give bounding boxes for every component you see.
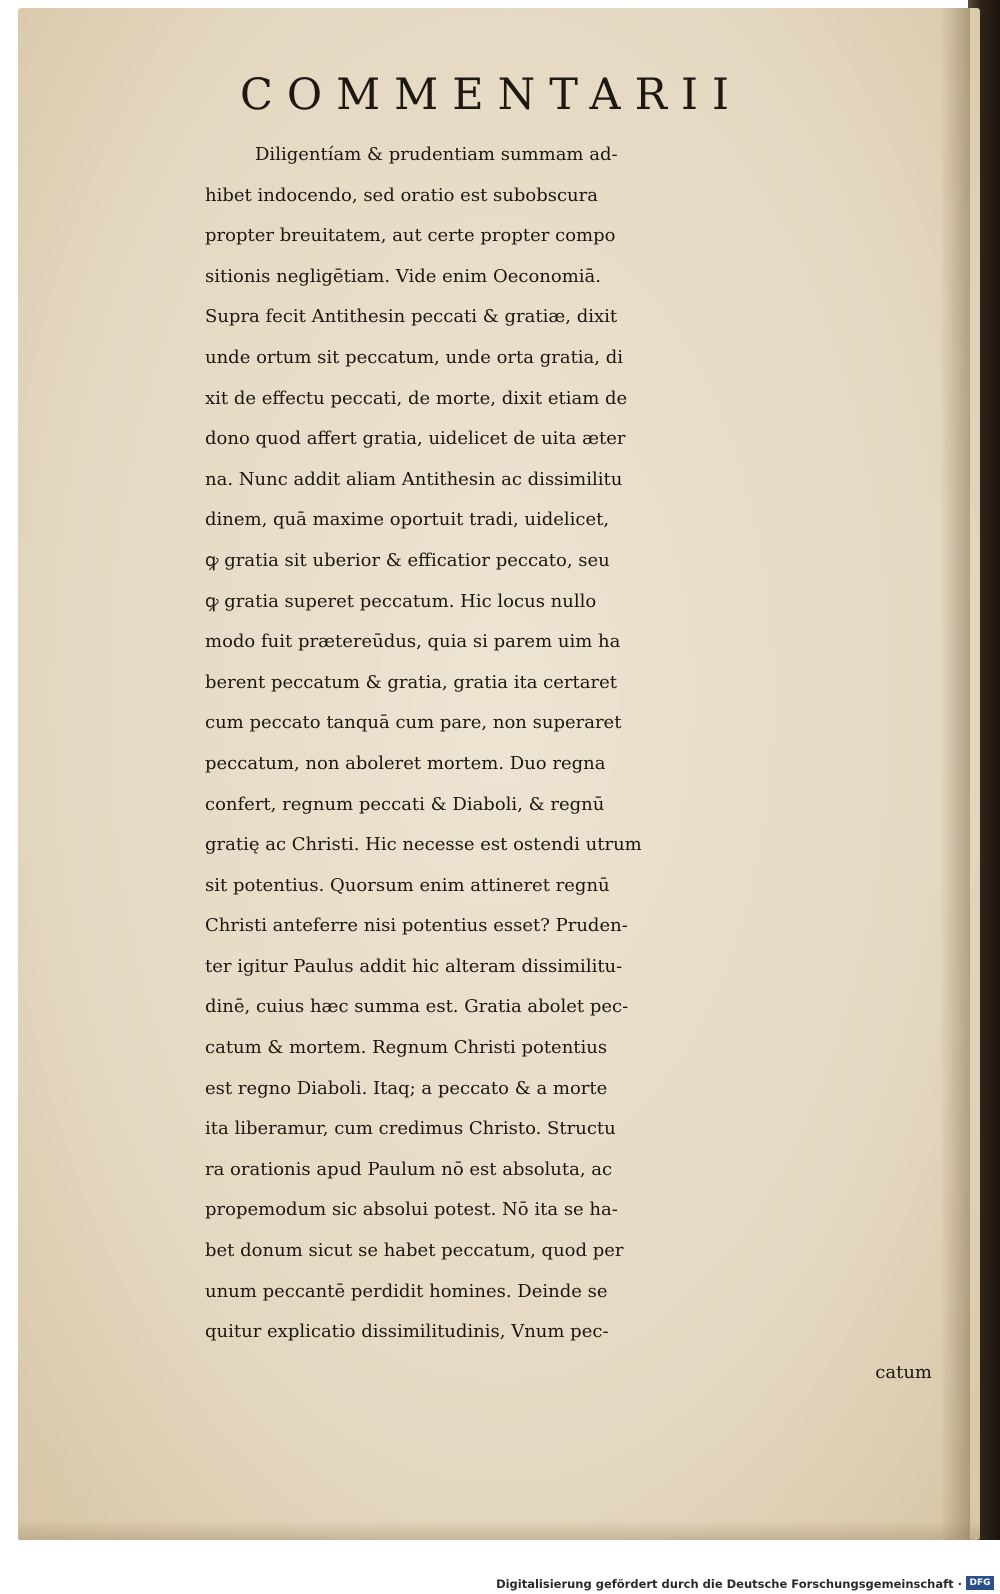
body-text xyxy=(205,135,940,1393)
text-line: unde ortum sit peccatum, unde orta gratia, di xyxy=(205,346,624,368)
text-line: na. Nunc addit aliam Antithesin ac dissimilitu xyxy=(205,468,623,490)
footer-credit: Digitalisierung gefördert durch die Deutsche Forschungsgemeinschaft · xyxy=(496,1577,962,1591)
text-line: est regno Diaboli. Itaq; a peccato & a morte xyxy=(205,1077,608,1099)
text-line: sit potentius. Quorsum enim attineret regnū xyxy=(205,874,610,896)
page-gutter-shadow xyxy=(940,8,970,1540)
text-line: ꝙ gratia sit uberior & efficatior peccato, seu xyxy=(205,549,610,571)
text-line: berent peccatum & gratia, gratia ita certaret xyxy=(205,671,617,693)
text-line: Christi anteferre nisi potentius esset? Pruden- xyxy=(205,915,628,937)
text-line: ra orationis apud Paulum nō est absoluta, ac xyxy=(205,1158,613,1180)
text-line: Diligentíam & prudentiam summam ad- xyxy=(255,144,618,165)
text-line: cum peccato tanquā cum pare, non superaret xyxy=(205,712,622,734)
text-line: ꝙ gratia superet peccatum. Hic locus nullo xyxy=(205,590,597,612)
text-line: sitionis negligētiam. Vide enim Oeconomiā. xyxy=(205,265,601,287)
text-line: hibet indocendo, sed oratio est subobscura xyxy=(205,184,598,206)
text-line: unum peccantē perdidit homines. Deinde se xyxy=(205,1280,608,1302)
text-line: dono quod affert gratia, uidelicet de uita æter xyxy=(205,428,626,450)
text-line: Supra fecit Antithesin peccati & gratiæ, dixit xyxy=(205,306,618,328)
text-line: bet donum sicut se habet peccatum, quod per xyxy=(205,1240,624,1262)
text-line: propter breuitatem, aut certe propter compo xyxy=(205,225,616,247)
text-line: gratię ac Christi. Hic necesse est ostendi utrum xyxy=(205,834,642,856)
text-line: quitur explicatio dissimilitudinis, Vnum pec- xyxy=(205,1321,609,1343)
text-line: xit de effectu peccati, de morte, dixit etiam de xyxy=(205,387,628,409)
running-head: COMMENTARII xyxy=(240,70,743,120)
text-line: ita liberamur, cum credimus Christo. Structu xyxy=(205,1118,616,1140)
text-line: modo fuit prætereūdus, quia si parem uim ha xyxy=(205,631,621,653)
text-line: ter igitur Paulus addit hic alteram dissimilitu- xyxy=(205,955,623,977)
text-line: peccatum, non aboleret mortem. Duo regna xyxy=(205,752,606,774)
page-bottom-shadow xyxy=(18,1520,980,1540)
text-line: dinem, quā maxime oportuit tradi, uidelicet, xyxy=(205,509,610,531)
dfg-logo: DFG xyxy=(966,1576,994,1590)
text-line: catum & mortem. Regnum Christi potentius xyxy=(205,1037,608,1059)
text-line: confert, regnum peccati & Diaboli, & regnū xyxy=(205,793,605,815)
text-line: propemodum sic absolui potest. Nō ita se ha- xyxy=(205,1199,618,1221)
catchword: catum xyxy=(875,1361,932,1383)
text-line: dinē, cuius hæc summa est. Gratia abolet pec- xyxy=(205,996,629,1018)
